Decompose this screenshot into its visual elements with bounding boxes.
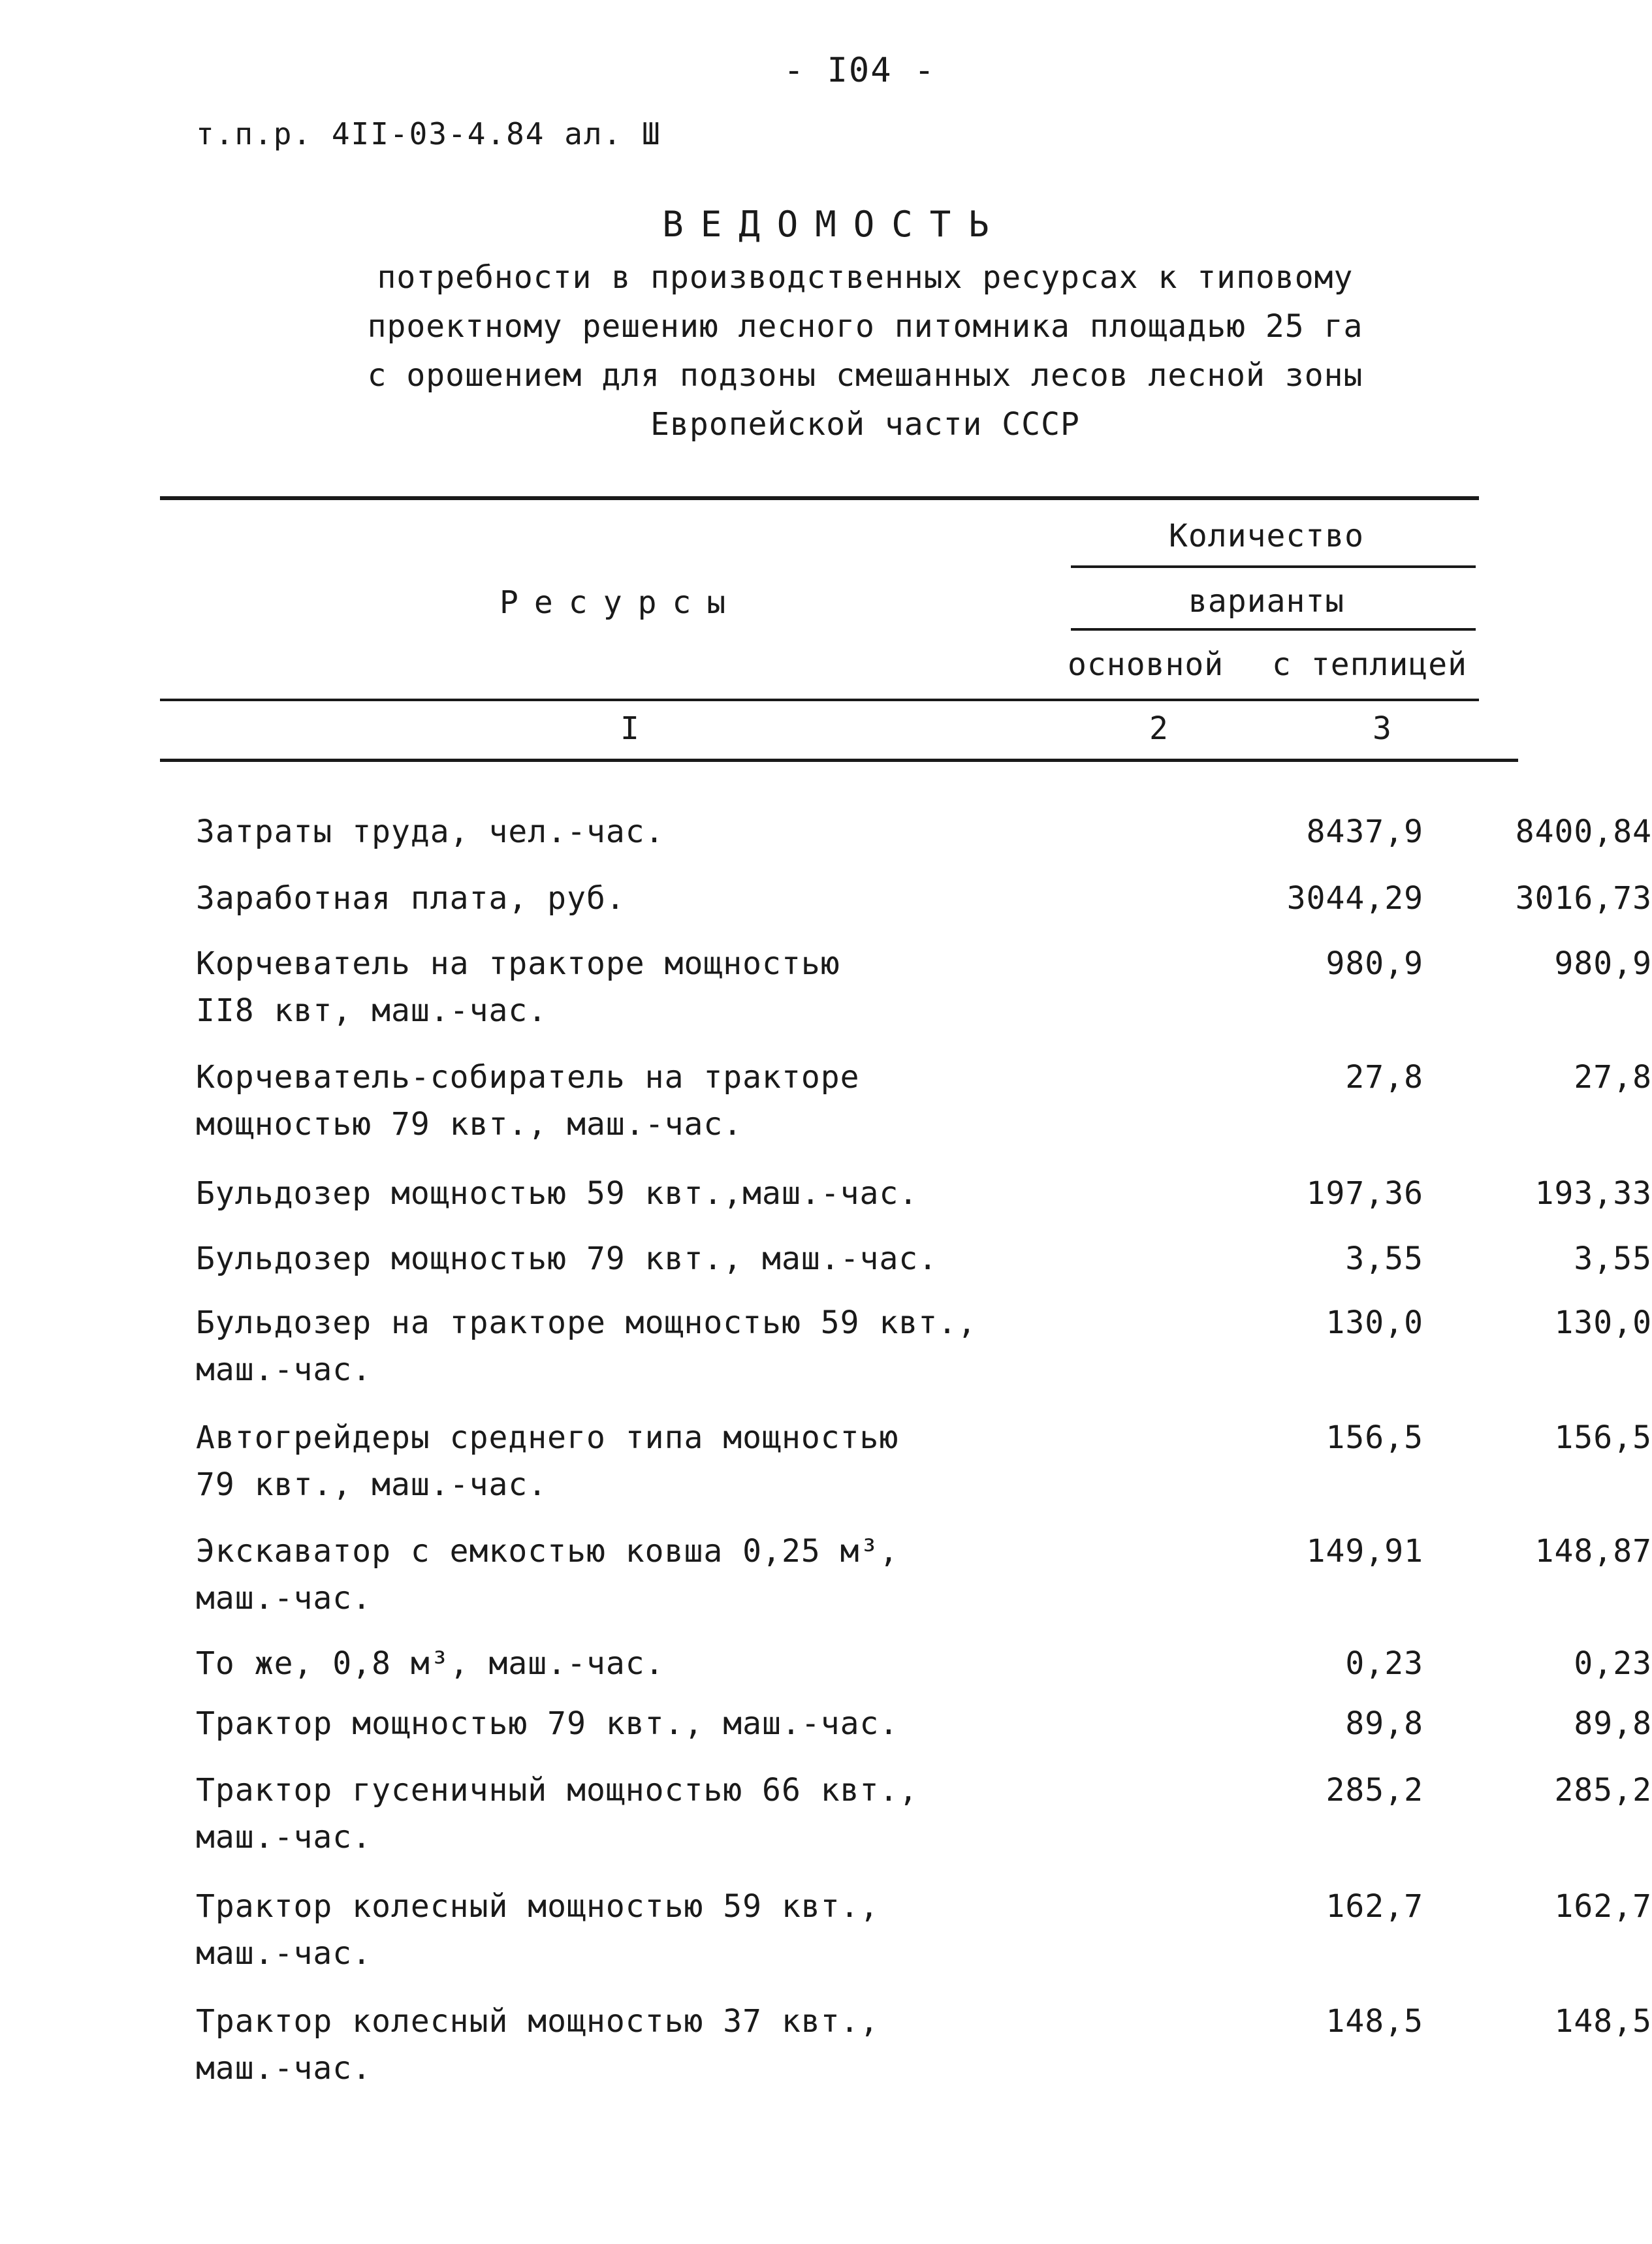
column-numbers-rule xyxy=(160,759,1518,762)
resource-name-line: мощностью 79 квт., маш.-час. xyxy=(196,1106,743,1143)
value-main: 130,0 xyxy=(1326,1304,1423,1341)
value-main: 27,8 xyxy=(1345,1059,1423,1096)
resource-name-line: маш.-час. xyxy=(196,1935,372,1972)
value-main: 149,91 xyxy=(1306,1533,1423,1570)
value-main: 89,8 xyxy=(1345,1705,1423,1742)
resource-name xyxy=(196,808,1032,855)
document-title: ВЕДОМОСТЬ xyxy=(662,204,1006,245)
resource-name-line: Трактор колесный мощностью 37 квт., xyxy=(196,2003,880,2040)
resource-name-line: Бульдозер мощностью 79 квт., маш.-час. xyxy=(196,1241,938,1277)
header-main-variant: основной xyxy=(1068,646,1224,683)
subtitle-line: потребности в производственных ресурсах к типовому xyxy=(377,259,1354,296)
value-greenhouse: 980,9 xyxy=(1554,945,1652,982)
resource-name-line: Корчеватель на тракторе мощностью xyxy=(196,945,840,982)
header-resources: Ресурсы xyxy=(500,584,742,621)
value-greenhouse: 89,8 xyxy=(1574,1705,1652,1742)
resource-name xyxy=(196,1299,1032,1393)
value-greenhouse: 156,5 xyxy=(1554,1419,1652,1456)
value-greenhouse: 148,87 xyxy=(1534,1533,1652,1570)
value-greenhouse: 193,33 xyxy=(1534,1175,1652,1212)
value-main: 3,55 xyxy=(1345,1241,1423,1277)
resource-name xyxy=(196,1528,1032,1622)
subtitle-line: проектному решению лесного питомника площадью 25 га xyxy=(367,308,1363,345)
column-number: I xyxy=(620,710,639,747)
resource-name xyxy=(196,1883,1032,1977)
resource-name-line: II8 квт, маш.-час. xyxy=(196,992,548,1029)
resource-name-line: маш.-час. xyxy=(196,2050,372,2087)
resource-name xyxy=(196,875,1032,922)
value-main: 156,5 xyxy=(1326,1419,1423,1456)
resource-name-line: маш.-час. xyxy=(196,1819,372,1856)
column-number: 3 xyxy=(1373,710,1391,747)
resource-name xyxy=(196,1414,1032,1508)
subtitle-line: с орошением для подзоны смешанных лесов лесной зоны xyxy=(367,357,1363,394)
value-greenhouse: 8400,84 xyxy=(1515,814,1652,850)
table-top-rule xyxy=(160,496,1479,500)
value-main: 285,2 xyxy=(1326,1772,1423,1809)
resource-name xyxy=(196,1235,1032,1282)
resource-name-line: Заработная плата, руб. xyxy=(196,880,626,917)
resource-name-line: Экскаватор с емкостью ковша 0,25 м³, xyxy=(196,1533,899,1570)
value-greenhouse: 3,55 xyxy=(1574,1241,1652,1277)
value-main: 980,9 xyxy=(1326,945,1423,982)
value-greenhouse: 162,7 xyxy=(1554,1888,1652,1925)
column-number: 2 xyxy=(1149,710,1168,747)
resource-name-line: маш.-час. xyxy=(196,1580,372,1617)
header-variants: варианты xyxy=(1188,583,1345,620)
value-main: 8437,9 xyxy=(1306,814,1423,850)
resource-name xyxy=(196,1054,1032,1148)
page-number: - I04 - xyxy=(784,51,936,90)
resource-name xyxy=(196,1700,1032,1747)
header-greenhouse-variant: с теплицей xyxy=(1272,646,1467,683)
resource-name xyxy=(196,940,1032,1034)
resource-name-line: Трактор колесный мощностью 59 квт., xyxy=(196,1888,880,1925)
document-subtitle xyxy=(294,253,1437,449)
value-greenhouse: 0,23 xyxy=(1574,1645,1652,1682)
value-greenhouse: 3016,73 xyxy=(1515,880,1652,917)
value-main: 162,7 xyxy=(1326,1888,1423,1925)
resource-name-line: Трактор мощностью 79 квт., маш.-час. xyxy=(196,1705,899,1742)
resource-name-line: 79 квт., маш.-час. xyxy=(196,1466,548,1503)
quantity-rule xyxy=(1071,565,1476,568)
resource-name-line: Бульдозер мощностью 59 квт.,маш.-час. xyxy=(196,1175,919,1212)
value-main: 3044,29 xyxy=(1286,880,1423,917)
header-quantity: Количество xyxy=(1169,518,1364,554)
value-greenhouse: 27,8 xyxy=(1574,1059,1652,1096)
resource-name-line: Корчеватель-собиратель на тракторе xyxy=(196,1059,860,1096)
resource-name-line: маш.-час. xyxy=(196,1351,372,1388)
value-main: 197,36 xyxy=(1306,1175,1423,1212)
resource-name-line: Автогрейдеры среднего типа мощностью xyxy=(196,1419,899,1456)
header-bottom-rule xyxy=(160,699,1479,701)
resource-name-line: Затраты труда, чел.-час. xyxy=(196,814,665,850)
variants-rule xyxy=(1071,628,1476,631)
resource-name-line: То же, 0,8 м³, маш.-час. xyxy=(196,1645,665,1682)
resource-name-line: Бульдозер на тракторе мощностью 59 квт., xyxy=(196,1304,977,1341)
resource-name-line: Трактор гусеничный мощностью 66 квт., xyxy=(196,1772,919,1809)
document-reference: т.п.р. 4ІІ-03-4.84 ал. Ш xyxy=(196,116,661,151)
value-greenhouse: 130,0 xyxy=(1554,1304,1652,1341)
resource-name xyxy=(196,1640,1032,1687)
value-main: 0,23 xyxy=(1345,1645,1423,1682)
resource-name xyxy=(196,1170,1032,1217)
resource-name xyxy=(196,1998,1032,2092)
value-greenhouse: 285,2 xyxy=(1554,1772,1652,1809)
subtitle-line: Европейской части СССР xyxy=(650,406,1080,443)
value-main: 148,5 xyxy=(1326,2003,1423,2040)
resource-name xyxy=(196,1767,1032,1861)
value-greenhouse: 148,5 xyxy=(1554,2003,1652,2040)
